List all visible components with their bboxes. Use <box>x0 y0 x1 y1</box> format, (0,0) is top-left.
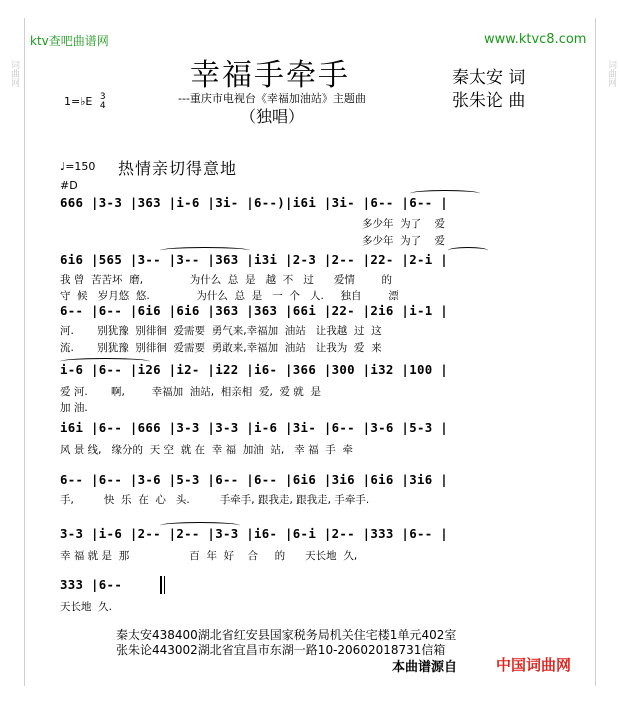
lyric-line-4a: 爱 河. 啊, 幸福加 油站, 相亲相 爱, 爱 就 是 <box>60 386 321 398</box>
score-line-8: 333 |6-- <box>60 577 123 592</box>
lyric-line-3a: 河. 别犹豫 别徘徊 爱需要 勇气来,幸福加 油站 让我越 过 这 <box>60 325 382 337</box>
expression-mark: 热情亲切得意地 <box>118 159 238 178</box>
final-barline-thin <box>164 576 165 594</box>
slur <box>448 247 488 254</box>
brand-logo-text: 中国词曲网 <box>496 656 572 674</box>
score-line-7: 3-3 |i-6 |2-- |2-- |3-3 |i6- |6-i |2-- |333 |6-- | <box>60 526 448 541</box>
score-line-2: 6i6 |565 |3-- |3-- |363 |i3i |2-3 |2-- |22- |2-i | <box>60 252 448 267</box>
source-label: 本曲谱源自 <box>392 660 458 675</box>
page-title: 幸福手牵手 <box>190 58 350 93</box>
lyric-line-1a: 多少年 为了 爱 <box>362 218 446 230</box>
side-watermark-right <box>601 60 615 87</box>
score-line-3: 6-- |6-- |6i6 |6i6 |363 |363 |66i |22- |2i6 |i-1 | <box>60 303 448 318</box>
slur <box>160 247 250 254</box>
side-watermark-left <box>4 60 18 87</box>
meter-bottom: 4 <box>99 101 106 111</box>
final-barline <box>160 576 162 594</box>
watermark-text: 词曲网 <box>606 60 616 87</box>
lyric-line-1b: 多少年 为了 爱 <box>362 235 446 247</box>
score-line-6: 6-- |6-- |3-6 |5-3 |6-- |6-- |6i6 |3i6 |6i6 |3i6 | <box>60 472 448 487</box>
performance-type: （独唱） <box>240 107 305 126</box>
lyric-line-8: 天长地 久. <box>60 601 113 613</box>
time-signature <box>100 93 106 111</box>
score-line-5: i6i |6-- |666 |3-3 |3-3 |i-6 |3i- |6-- |3-6 |5-3 | <box>60 420 448 435</box>
address-line-2: 张朱论443002湖北省宜昌市东湖一路10-20602018731信箱 <box>116 643 446 657</box>
slur <box>60 358 150 365</box>
lyric-line-3b: 流. 别犹豫 别徘徊 爱需要 勇敢来,幸福加 油站 让我为 爱 来 <box>60 342 382 354</box>
lyric-line-6: 手, 快 乐 在 心 头. 手牵手, 跟我走, 跟我走, 手牵手. <box>60 494 370 506</box>
key-text: 1=♭E <box>64 95 93 108</box>
lyric-line-2a: 我 曾 苦苦坏 磨, 为什么 总 是 越 不 过 爱情 的 <box>60 274 393 286</box>
tempo-mark: ♩=150 <box>60 160 96 173</box>
score-line-4: i-6 |6-- |i26 |i2- |i22 |i6- |366 |300 |i32 |100 | <box>60 362 448 377</box>
watermark-text: 词曲网 <box>9 60 19 87</box>
site-right: www.ktvc8.com <box>484 32 587 47</box>
meter-top: 3 <box>99 92 106 102</box>
lyricist-credit: 秦太安 词 <box>452 68 526 88</box>
lyric-line-5: 风 景 线, 缘分的 天 空 就 在 幸 福 加油 站, 幸 福 手 牵 <box>60 444 353 456</box>
lyric-line-7: 幸 福 就 是 那 百 年 好 合 的 天长地 久, <box>60 550 358 562</box>
lyric-line-4b: 加 油. <box>60 402 88 414</box>
address-line-1: 秦太安438400湖北省红安县国家税务局机关住宅楼1单元402室 <box>116 628 457 642</box>
score-line-1: 666 |3-3 |363 |i-6 |3i- |6--)|i6i |3i- |6-- |6-- | <box>60 195 448 210</box>
subtitle: ---重庆市电视台《幸福加油站》主题曲 <box>178 92 366 105</box>
key-signature <box>64 93 106 111</box>
key-mark: #D <box>60 179 78 192</box>
slur <box>160 522 240 529</box>
composer-credit: 张朱论 曲 <box>452 91 526 111</box>
slur <box>410 190 480 197</box>
site-left: ktv查吧曲谱网 <box>30 34 109 48</box>
lyric-line-2b: 守 候 岁月悠 悠. 为什么 总 是 一 个 人. 独自 漂 <box>60 290 399 302</box>
